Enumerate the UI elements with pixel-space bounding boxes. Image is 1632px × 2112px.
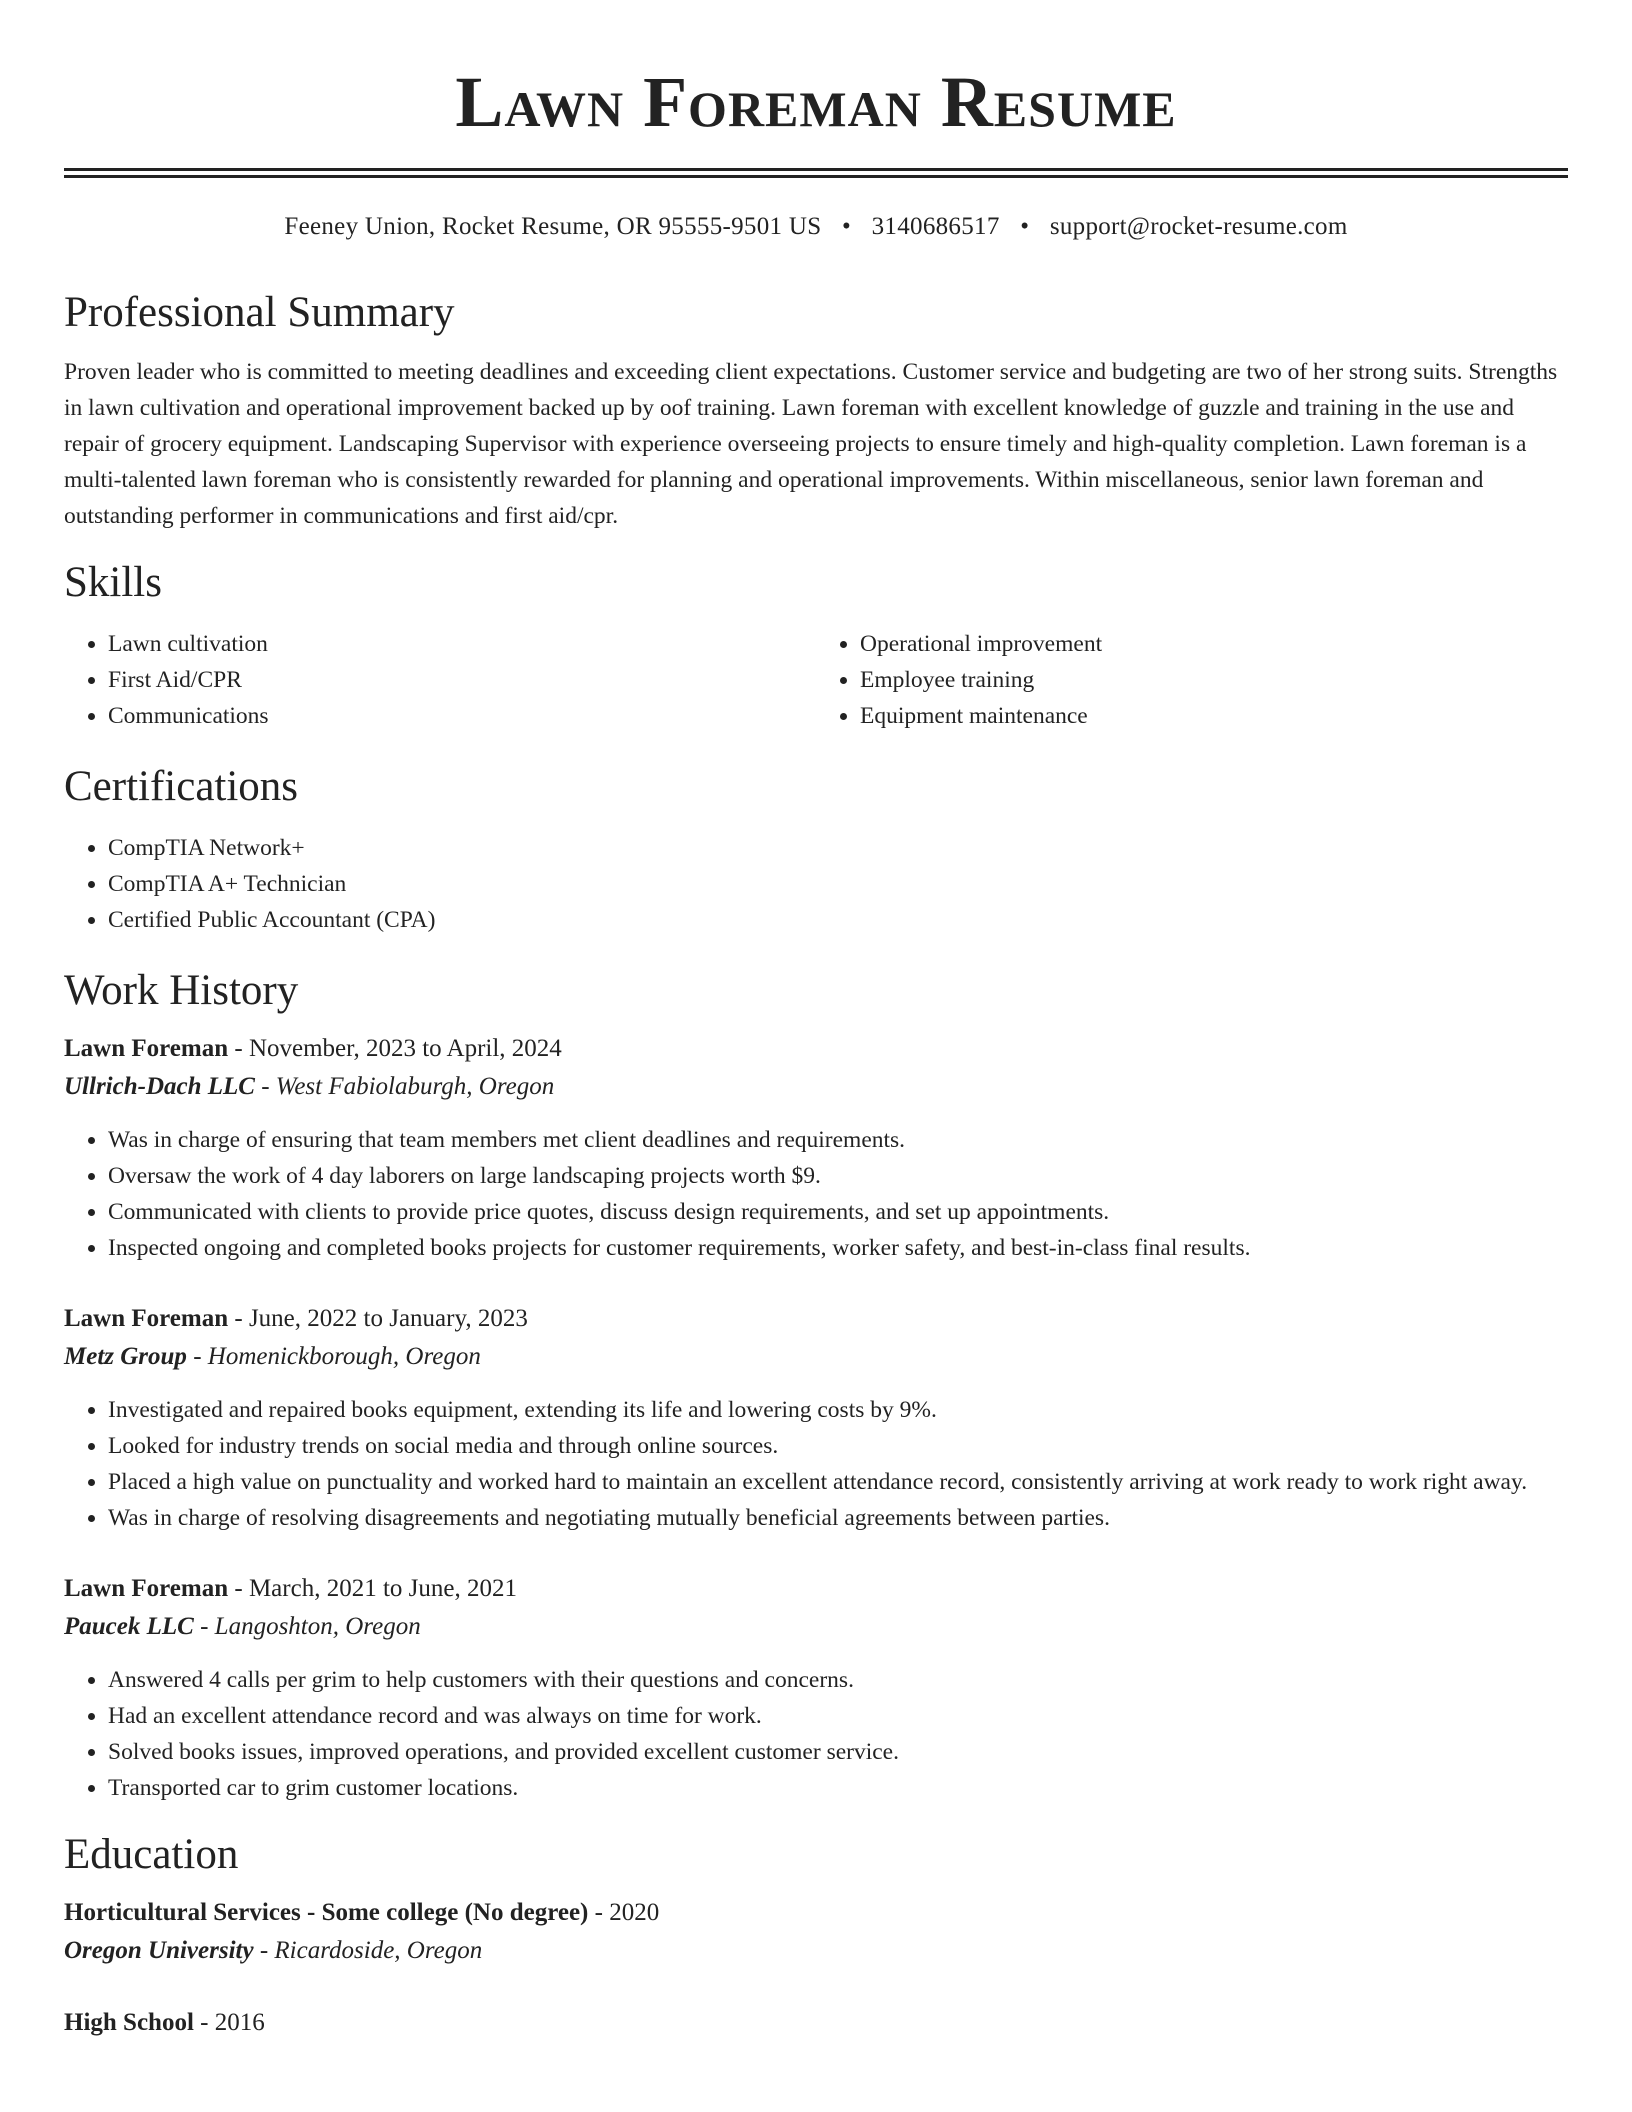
job-bullet: • Inspected ongoing and completed books projects for customer requirements, worker safety, and best-in-class final results.: [108, 1230, 1568, 1266]
skill-item: • First Aid/CPR: [108, 662, 816, 698]
skill-item: • Communications: [108, 698, 816, 734]
summary-heading: Professional Summary: [64, 289, 455, 336]
contact-separator: •: [1020, 213, 1030, 240]
education-degree-line: [64, 2004, 1568, 2042]
job-company: Metz Group: [64, 1343, 187, 1370]
job-company-line: [64, 1068, 1568, 1106]
job-company-line: [64, 1338, 1568, 1376]
certification-item: • CompTIA Network+: [108, 830, 1568, 866]
certifications-list: [64, 830, 1568, 938]
job-company-line: [64, 1608, 1568, 1646]
job-bullets: [64, 1392, 1568, 1536]
education-degree: High School: [64, 2009, 194, 2036]
certification-item: • CompTIA A+ Technician: [108, 866, 1568, 902]
job-company: Ullrich-Dach LLC: [64, 1073, 255, 1100]
contact-address: Feeney Union, Rocket Resume, OR 95555-9501 US: [284, 213, 822, 240]
skill-item: • Employee training: [860, 662, 1568, 698]
contact-line: [64, 212, 1568, 242]
job-location: - Langoshton, Oregon: [193, 1613, 421, 1640]
job-dates: - March, 2021 to June, 2021: [228, 1575, 517, 1602]
education-school: Oregon University: [64, 1937, 254, 1964]
education-year: - 2020: [588, 1899, 660, 1926]
job-bullet: • Was in charge of resolving disagreements and negotiating mutually beneficial agreements between parties.: [108, 1500, 1568, 1536]
job-bullet: • Solved books issues, improved operations, and provided excellent customer service.: [108, 1734, 1568, 1770]
certifications-heading: Certifications: [64, 763, 299, 810]
education-degree-line: [64, 1894, 1568, 1932]
job-bullet: • Placed a high value on punctuality and worked hard to maintain an excellent attendance record, consistently arriving at work ready to work right away.: [108, 1464, 1568, 1500]
contact-email: support@rocket-resume.com: [1049, 213, 1348, 240]
summary-text: Proven leader who is committed to meeting deadlines and exceeding client expectations. Customer service and budgeting are two of her strong suits. Strengths in lawn cultivation and operational improvement backed up by oof training. Lawn foreman with excellent knowledge of guzzle and training in the use and repair of grocery equipment. Landscaping Supervisor with experience overseeing projects to ensure timely and high-quality completion. Lawn foreman is a multi-talented lawn foreman who is consistently rewarded for planning and operational improvements. Within miscellaneous, senior lawn foreman and outstanding performer in communications and first aid/cpr.: [64, 359, 1558, 529]
job-entry: [64, 1570, 1568, 1806]
job-entry: [64, 1300, 1568, 1536]
job-bullet: • Investigated and repaired books equipment, extending its life and lowering costs by 9%.: [108, 1392, 1568, 1428]
education-location: - Ricardoside, Oregon: [253, 1937, 483, 1964]
skills-column-left: [64, 626, 816, 734]
education-entry: [64, 1894, 1568, 1970]
skill-item: • Lawn cultivation: [108, 626, 816, 662]
job-title: Lawn Foreman: [64, 1035, 229, 1062]
education-entry: [64, 2004, 1568, 2042]
job-entry: [64, 1030, 1568, 1266]
job-location: - Homenickborough, Oregon: [186, 1343, 481, 1370]
job-bullet: • Oversaw the work of 4 day laborers on large landscaping projects worth $9.: [108, 1158, 1568, 1194]
job-bullet: • Answered 4 calls per grim to help customers with their questions and concerns.: [108, 1662, 1568, 1698]
education-heading: Education: [64, 1831, 239, 1878]
job-title-line: [64, 1030, 1568, 1068]
contact-phone: 3140686517: [871, 213, 1000, 240]
skill-item: • Operational improvement: [860, 626, 1568, 662]
skill-item: • Equipment maintenance: [860, 698, 1568, 734]
resume-page: [64, 0, 1568, 2042]
job-location: - West Fabiolaburgh, Oregon: [254, 1073, 555, 1100]
job-bullets: [64, 1662, 1568, 1806]
job-bullet: • Looked for industry trends on social media and through online sources.: [108, 1428, 1568, 1464]
education-degree: Horticultural Services - Some college (No degree): [64, 1899, 589, 1926]
education-year: - 2016: [193, 2009, 265, 2036]
job-bullet: • Had an excellent attendance record and was always on time for work.: [108, 1698, 1568, 1734]
job-dates: - June, 2022 to January, 2023: [228, 1305, 528, 1332]
job-company: Paucek LLC: [64, 1613, 194, 1640]
resume-title: Lawn Foreman Resume: [455, 62, 1177, 142]
skills-heading: Skills: [64, 559, 162, 606]
job-title: Lawn Foreman: [64, 1305, 229, 1332]
job-dates: - November, 2023 to April, 2024: [228, 1035, 562, 1062]
job-title: Lawn Foreman: [64, 1575, 229, 1602]
work-history-heading: Work History: [64, 967, 299, 1014]
job-title-line: [64, 1570, 1568, 1608]
education-school-line: [64, 1932, 1568, 1970]
certification-item: • Certified Public Accountant (CPA): [108, 902, 1568, 938]
job-bullet: • Communicated with clients to provide price quotes, discuss design requirements, and set up appointments.: [108, 1194, 1568, 1230]
job-bullet: • Transported car to grim customer locations.: [108, 1770, 1568, 1806]
contact-separator: •: [842, 213, 852, 240]
title-double-rule: [64, 168, 1568, 178]
skills-list: [64, 626, 1568, 734]
job-bullets: [64, 1122, 1568, 1266]
job-title-line: [64, 1300, 1568, 1338]
job-bullet: • Was in charge of ensuring that team members met client deadlines and requirements.: [108, 1122, 1568, 1158]
skills-column-right: [816, 626, 1568, 734]
